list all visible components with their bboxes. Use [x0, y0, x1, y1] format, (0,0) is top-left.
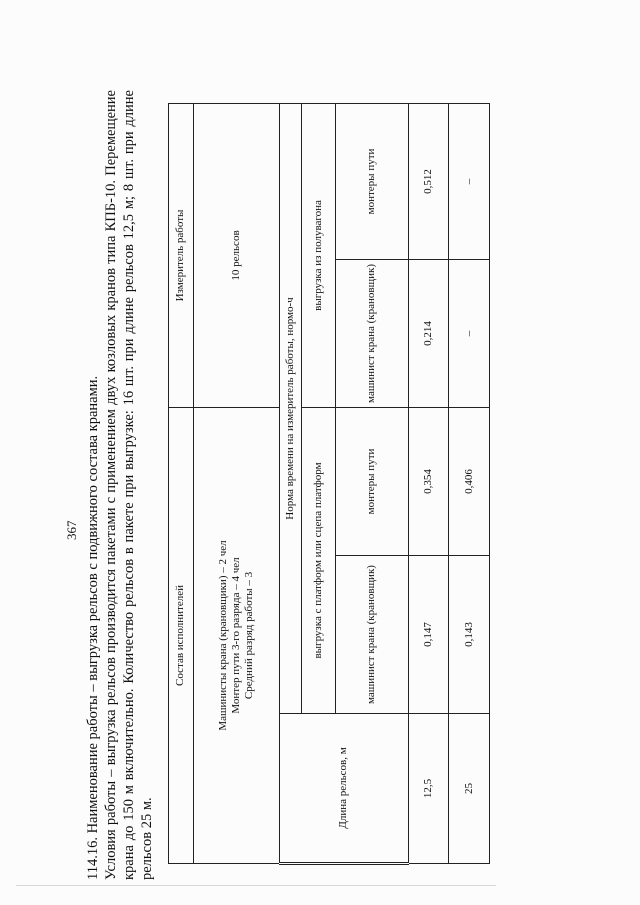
header-gondola-unloading: выгрузка из полувагона [302, 103, 336, 407]
rail-length-cell: 25 [449, 714, 490, 864]
header-time-norm: Норма времени на измеритель работы, нормо-ч [279, 103, 302, 713]
page-number: 367 [64, 520, 79, 540]
table-row [449, 103, 490, 863]
norms-table [168, 103, 490, 865]
header-crane-operator: машинист крана (крановщик) [336, 556, 408, 714]
crew-composition [193, 407, 279, 863]
work-conditions: Условия работы – выгрузка рельсов производится пакетами с применением двух козловых кранов типа КПБ-10. Перемещение крана до 150 м включительно. Количество рельсов в пакете при выгрузке: 16 шт. при длине рельсов 12,5 м; 8 шт. при длине рельсов 25 м. [103, 90, 155, 880]
header-crane-operator: машинист крана (крановщик) [336, 259, 408, 407]
crew-row [193, 103, 279, 863]
header-meter: Измеритель работы [169, 103, 194, 407]
value-cell: 0,214 [408, 259, 449, 407]
header-rail-length: Длина рельсов, м [279, 714, 408, 864]
value-cell: 0,147 [408, 556, 449, 714]
norm-header-row [279, 103, 302, 863]
value-cell: – [449, 259, 490, 407]
meter-value: 10 рельсов [193, 103, 279, 407]
value-cell: 0,354 [408, 407, 449, 555]
value-cell: 0,143 [449, 556, 490, 714]
rotated-content [60, 80, 580, 880]
value-cell: 0,512 [408, 103, 449, 259]
header-track-fitters: монтеры пути [336, 103, 408, 259]
crew-line: Машинисты крана (крановщики) – 2 чел [216, 540, 229, 731]
crew-line: Средний разряд работы – 3 [242, 571, 255, 700]
value-cell: – [449, 103, 490, 259]
work-title: 114.16. Наименование работы – выгрузка рельсов с подвижного состава кранами. [85, 375, 101, 880]
header-crew: Состав исполнителей [169, 407, 194, 863]
header-platform-unloading: выгрузка с платформ или сцепа платформ [302, 407, 336, 713]
table-header-row [169, 103, 194, 863]
value-cell: 0,406 [449, 407, 490, 555]
scan-edge-line [16, 885, 496, 886]
crew-line: Монтер пути 3-го разряда – 4 чел [229, 557, 242, 714]
table-row [408, 103, 449, 863]
text-block [84, 90, 156, 880]
rail-length-cell: 12,5 [408, 714, 449, 864]
header-track-fitters: монтеры пути [336, 407, 408, 555]
